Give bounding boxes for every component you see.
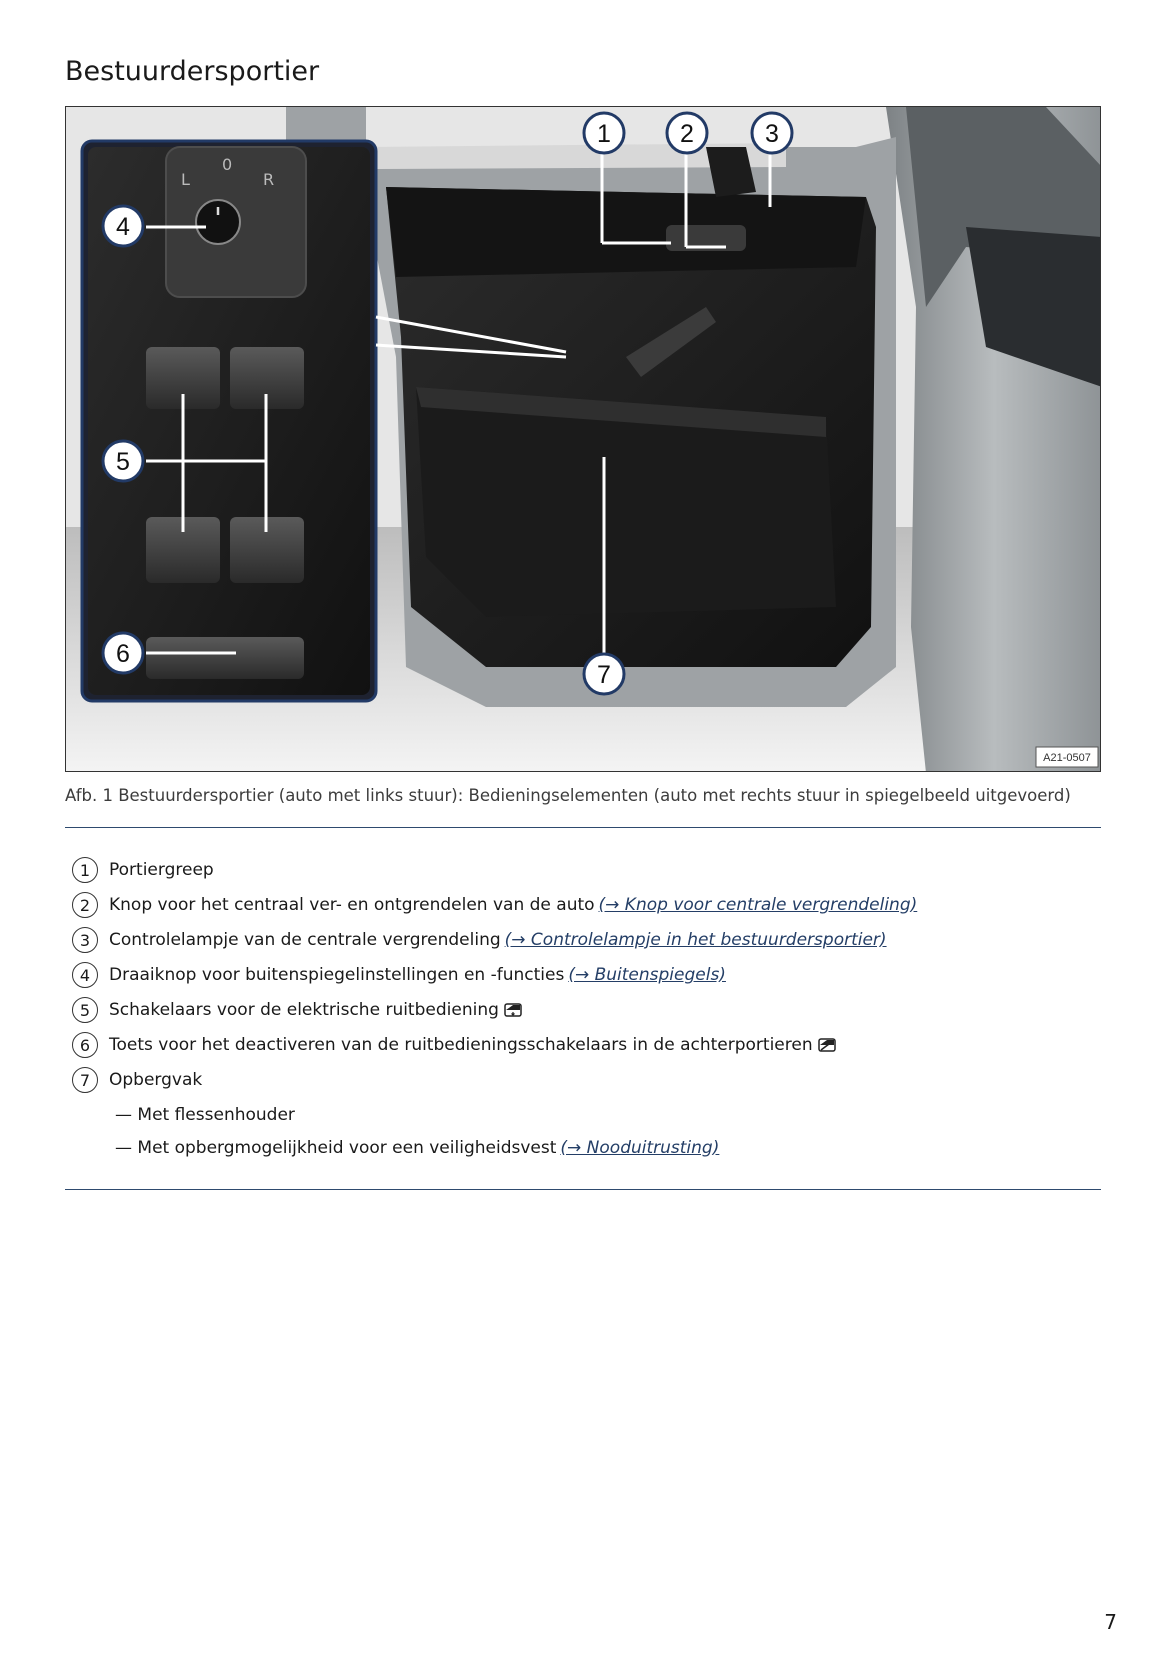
callout-3: 3 xyxy=(765,120,779,148)
callout-1: 1 xyxy=(597,120,611,148)
legend-text: Draaiknop voor buitenspiegelinstellingen en -functies xyxy=(109,965,565,985)
callout-5: 5 xyxy=(116,448,130,476)
xref-link[interactable]: (→ Controlelampje in het bestuurdersportier) xyxy=(504,930,887,950)
legend-subitem xyxy=(115,1134,719,1162)
legend-number: 6 xyxy=(72,1032,98,1058)
window-switch-icon xyxy=(504,1003,522,1017)
legend-number: 5 xyxy=(72,997,98,1023)
legend-item xyxy=(72,960,726,990)
legend-number: 2 xyxy=(72,892,98,918)
xref-link[interactable]: (→ Nooduitrusting) xyxy=(560,1138,720,1158)
legend-text: Schakelaars voor de elektrische ruitbediening xyxy=(109,1000,499,1020)
legend-item xyxy=(72,995,522,1025)
legend-subitem xyxy=(115,1101,295,1129)
page-number: 7 xyxy=(1104,1610,1117,1634)
callout-4: 4 xyxy=(116,213,130,241)
legend-text: Opbergvak xyxy=(109,1070,203,1090)
page-title: Bestuurdersportier xyxy=(65,56,320,87)
legend-item xyxy=(72,1030,836,1060)
window-lock-icon xyxy=(818,1038,836,1052)
subitem-text: — Met opbergmogelijkheid voor een veiligheidsvest xyxy=(115,1138,557,1158)
callout-2: 2 xyxy=(680,120,694,148)
legend-item xyxy=(72,925,887,955)
knob-label-right: R xyxy=(263,170,275,189)
legend-number: 1 xyxy=(72,857,98,883)
door-figure xyxy=(65,106,1101,772)
divider-top xyxy=(65,827,1101,828)
legend-item xyxy=(72,890,917,920)
xref-link[interactable]: (→ Buitenspiegels) xyxy=(568,965,726,985)
legend-number: 3 xyxy=(72,927,98,953)
divider-bottom xyxy=(65,1189,1101,1190)
legend-text: Knop voor het centraal ver- en ontgrendelen van de auto xyxy=(109,895,595,915)
knob-label-left: L xyxy=(181,170,190,189)
legend-text: Portiergreep xyxy=(109,860,214,880)
callout-6: 6 xyxy=(116,640,130,668)
legend-text: Controlelampje van de centrale vergrendeling xyxy=(109,930,501,950)
figure-caption: Afb. 1 Bestuurdersportier (auto met links stuur): Bedieningselementen (auto met rechts stuur in spiegelbeeld uitgevoerd) xyxy=(65,786,1071,805)
figure-code: A21-0507 xyxy=(1043,752,1091,764)
callout-7: 7 xyxy=(597,661,611,689)
legend-number: 7 xyxy=(72,1067,98,1093)
legend-item xyxy=(72,1065,202,1095)
legend-text: Toets voor het deactiveren van de ruitbedieningsschakelaars in de achterportieren xyxy=(109,1035,813,1055)
legend-item xyxy=(72,855,214,885)
knob-label-zero: 0 xyxy=(222,155,233,174)
legend-number: 4 xyxy=(72,962,98,988)
subitem-text: — Met flessenhouder xyxy=(115,1105,295,1125)
xref-link[interactable]: (→ Knop voor centrale vergrendeling) xyxy=(598,895,918,915)
